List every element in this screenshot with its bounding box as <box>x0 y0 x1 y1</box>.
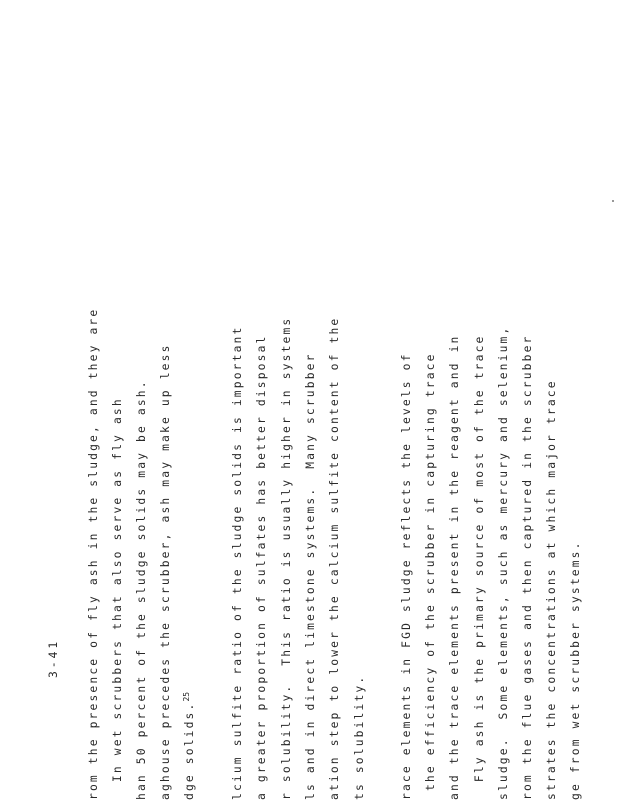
paragraph-1-line-1: rom the presence of fly ash in the sludge, and they are <box>87 307 100 800</box>
paragraph-1-line-5 <box>183 692 195 800</box>
paragraph-3-line-3: and the trace elements present in the reagent and in <box>448 334 461 800</box>
footnote-reference: 25 <box>182 691 191 702</box>
paragraph-3-line-5: sludge. Some elements, such as mercury and selenium, <box>497 325 510 800</box>
paragraph-3-line-6: rom the flue gases and then captured in the scrubber <box>521 334 534 800</box>
paragraph-3-line-7: strates the concentrations at which major trace <box>545 379 558 800</box>
scan-speck <box>612 200 614 202</box>
page-number: 3-41 <box>47 638 60 678</box>
paragraph-3-line-2: the efficiency of the scrubber in capturing trace <box>424 352 437 800</box>
paragraph-3-line-8: ge from wet scrubber systems. <box>569 540 582 800</box>
paragraph-2-line-3: r solubility. This ratio is usually higher in systems <box>280 316 293 800</box>
paragraph-2-line-4: ls and in direct limestone systems. Many scrubber <box>304 352 317 800</box>
paragraph-2-line-6: ts solubility. <box>353 674 366 800</box>
paragraph-3-line-1: race elements in FGD sludge reflects the levels of <box>400 352 413 800</box>
paragraph-1-line-4: aghouse precedes the scrubber, ash may make up less <box>159 343 172 800</box>
paragraph-2-line-2: a greater proportion of sulfates has better disposal <box>255 334 268 800</box>
paragraph-1-line-2: In wet scrubbers that also serve as fly ash <box>111 397 124 800</box>
paragraph-3-line-4: Fly ash is the primary source of most of the trace <box>473 334 486 800</box>
paragraph-1-line-5-text: dge solids. <box>183 701 196 800</box>
paragraph-2-line-5: ation step to lower the calcium sulfite content of the <box>328 316 341 800</box>
paragraph-1-line-3: han 50 percent of the sludge solids may be ash. <box>135 379 148 800</box>
paragraph-2-line-1: lcium sulfite ratio of the sludge solids is important <box>231 325 244 800</box>
